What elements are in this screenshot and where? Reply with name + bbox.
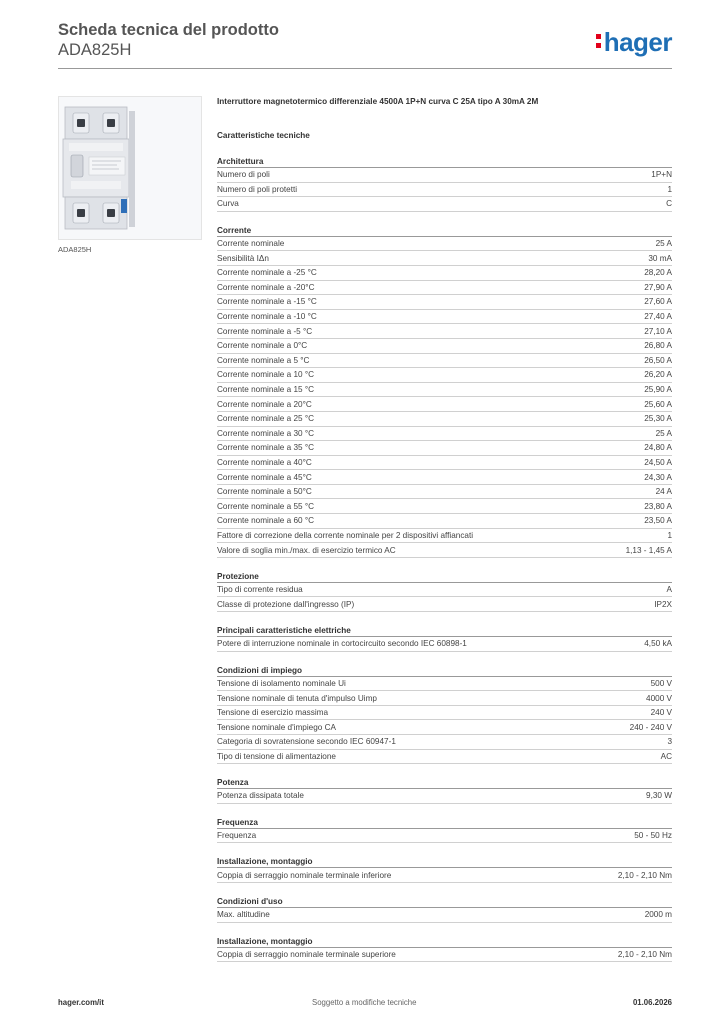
table-row — [217, 948, 672, 963]
row-label: Tipo di tensione di alimentazione — [217, 751, 336, 761]
row-label: Categoria di sovratensione secondo IEC 60947-1 — [217, 737, 396, 747]
product-image — [58, 96, 202, 240]
row-label: Coppia di serraggio nominale terminale superiore — [217, 949, 396, 959]
row-value: 4000 V — [646, 693, 672, 703]
row-value: 50 - 50 Hz — [634, 831, 672, 841]
row-label: Corrente nominale a 5 °C — [217, 355, 310, 365]
row-label: Fattore di correzione della corrente nominale per 2 dispositivi affiancati — [217, 530, 474, 540]
hager-logo — [596, 27, 672, 57]
section-title: Corrente — [217, 226, 672, 237]
table-row — [217, 237, 672, 252]
section-title: Condizioni d'uso — [217, 897, 672, 908]
table-row — [217, 295, 672, 310]
row-value: AC — [660, 751, 672, 761]
row-value: 27,60 A — [644, 297, 672, 307]
table-row — [217, 183, 672, 198]
row-value: 25,60 A — [644, 399, 672, 409]
table-row — [217, 197, 672, 212]
row-value: 26,80 A — [644, 341, 672, 351]
row-label: Tensione nominale d'impiego CA — [217, 722, 336, 732]
section-title: Installazione, montaggio — [217, 937, 672, 948]
footer-website-link[interactable]: hager.com/it — [58, 998, 104, 1007]
row-label: Classe di protezione dall'ingresso (IP) — [217, 599, 355, 609]
section-installazione-inferiore — [217, 857, 672, 883]
row-value: 30 mA — [648, 253, 672, 263]
table-row — [217, 251, 672, 266]
footer-note: Soggetto a modifiche tecniche — [312, 998, 417, 1007]
table-row — [217, 597, 672, 612]
row-value: 27,40 A — [644, 312, 672, 322]
row-value: C — [666, 199, 672, 209]
row-label: Corrente nominale a -5 °C — [217, 326, 313, 336]
table-row — [217, 499, 672, 514]
table-row — [217, 789, 672, 804]
table-row — [217, 691, 672, 706]
row-label: Frequenza — [217, 831, 257, 841]
table-row — [217, 868, 672, 883]
row-label: Potere di interruzione nominale in cortocircuito secondo IEC 60898-1 — [217, 639, 467, 649]
table-row — [217, 456, 672, 471]
row-label: Tensione nominale di tenuta d'impulso Uimp — [217, 693, 377, 703]
table-row — [217, 427, 672, 442]
section-protezione — [217, 572, 672, 612]
row-value: 27,10 A — [644, 326, 672, 336]
product-description: Interruttore magnetotermico differenziale 4500A 1P+N curva C 25A tipo A 30mA 2M — [217, 97, 539, 106]
row-value: 1,13 - 1,45 A — [625, 545, 672, 555]
row-value: 1 — [667, 530, 672, 540]
row-value: 25,90 A — [644, 385, 672, 395]
row-label: Corrente nominale a 35 °C — [217, 443, 315, 453]
table-row — [217, 529, 672, 544]
table-row — [217, 908, 672, 923]
row-value: 1 — [667, 184, 672, 194]
row-label: Curva — [217, 199, 239, 209]
section-frequenza — [217, 818, 672, 844]
table-row — [217, 383, 672, 398]
row-label: Corrente nominale — [217, 239, 285, 249]
table-row — [217, 543, 672, 558]
product-code: ADA825H — [58, 41, 132, 59]
row-value: 27,90 A — [644, 282, 672, 292]
section-title: Protezione — [217, 572, 672, 583]
row-value: 23,80 A — [644, 501, 672, 511]
row-label: Numero di poli — [217, 170, 270, 180]
row-label: Max. altitudine — [217, 910, 270, 920]
row-label: Corrente nominale a 15 °C — [217, 385, 315, 395]
section-title: Installazione, montaggio — [217, 857, 672, 868]
section-title: Principali caratteristiche elettriche — [217, 626, 672, 637]
section-architettura — [217, 157, 672, 212]
page-title: Scheda tecnica del prodotto — [58, 21, 279, 39]
row-label: Corrente nominale a 60 °C — [217, 516, 315, 526]
section-installazione-superiore — [217, 937, 672, 963]
row-value: IP2X — [654, 599, 672, 609]
row-label: Corrente nominale a 30 °C — [217, 428, 315, 438]
row-value: 25 A — [655, 239, 672, 249]
row-value: 23,50 A — [644, 516, 672, 526]
table-row — [217, 310, 672, 325]
table-row — [217, 735, 672, 750]
row-label: Corrente nominale a -25 °C — [217, 268, 317, 278]
row-value: 24 A — [655, 487, 672, 497]
table-row — [217, 397, 672, 412]
row-label: Corrente nominale a 45°C — [217, 472, 312, 482]
row-label: Numero di poli protetti — [217, 184, 298, 194]
row-value: 24,50 A — [644, 457, 672, 467]
section-title: Frequenza — [217, 818, 672, 829]
table-row — [217, 470, 672, 485]
row-value: 4,50 kA — [644, 639, 672, 649]
breaker-image — [59, 97, 201, 239]
table-row — [217, 324, 672, 339]
table-row — [217, 441, 672, 456]
row-value: 2,10 - 2,10 Nm — [617, 870, 672, 880]
row-value: 24,30 A — [644, 472, 672, 482]
row-value: 26,20 A — [644, 370, 672, 380]
table-row — [217, 750, 672, 765]
row-label: Tensione di esercizio massima — [217, 708, 329, 718]
table-row — [217, 637, 672, 652]
section-title: Architettura — [217, 157, 672, 168]
row-value: 3 — [667, 737, 672, 747]
row-value: 2000 m — [644, 910, 672, 920]
row-label: Coppia di serraggio nominale terminale inferiore — [217, 870, 392, 880]
section-potenza — [217, 778, 672, 804]
row-value: 500 V — [650, 678, 672, 688]
section-title: Potenza — [217, 778, 672, 789]
logo-text: hager — [603, 27, 672, 57]
row-label: Tipo di corrente residua — [217, 585, 303, 595]
table-row — [217, 339, 672, 354]
row-label: Potenza dissipata totale — [217, 791, 304, 801]
row-value: 1P+N — [651, 170, 672, 180]
footer-date: 01.06.2026 — [632, 998, 672, 1007]
row-label: Corrente nominale a 40°C — [217, 457, 312, 467]
table-row — [217, 266, 672, 281]
row-label: Corrente nominale a -20°C — [217, 282, 315, 292]
product-image-caption: ADA825H — [58, 245, 92, 254]
table-row — [217, 706, 672, 721]
table-row — [217, 720, 672, 735]
table-row — [217, 485, 672, 500]
row-value: 2,10 - 2,10 Nm — [617, 949, 672, 959]
row-label: Corrente nominale a 20°C — [217, 399, 312, 409]
table-row — [217, 281, 672, 296]
table-row — [217, 368, 672, 383]
row-label: Sensibilità IΔn — [217, 253, 269, 263]
page-header — [58, 20, 672, 72]
table-row — [217, 514, 672, 529]
header-divider — [58, 68, 672, 69]
section-caratteristiche-elettriche — [217, 626, 672, 652]
row-label: Corrente nominale a 50°C — [217, 487, 312, 497]
row-label: Corrente nominale a 10 °C — [217, 370, 315, 380]
logo-dots-icon — [596, 32, 602, 50]
spec-heading: Caratteristiche tecniche — [217, 131, 310, 140]
row-label: Corrente nominale a 25 °C — [217, 414, 315, 424]
row-label: Corrente nominale a -10 °C — [217, 312, 317, 322]
table-row — [217, 412, 672, 427]
section-title: Condizioni di impiego — [217, 666, 672, 677]
row-label: Corrente nominale a -15 °C — [217, 297, 317, 307]
row-label: Corrente nominale a 55 °C — [217, 501, 315, 511]
table-row — [217, 168, 672, 183]
section-condizioni-uso — [217, 897, 672, 923]
table-row — [217, 583, 672, 598]
table-row — [217, 677, 672, 692]
row-value: 28,20 A — [644, 268, 672, 278]
row-value: 240 - 240 V — [629, 722, 672, 732]
row-value: 26,50 A — [644, 355, 672, 365]
row-value: A — [666, 585, 672, 595]
section-condizioni-impiego — [217, 666, 672, 765]
row-value: 240 V — [650, 708, 672, 718]
row-label: Tensione di isolamento nominale Ui — [217, 678, 346, 688]
table-row — [217, 354, 672, 369]
table-row — [217, 829, 672, 844]
row-label: Valore di soglia min./max. di esercizio termico AC — [217, 545, 396, 555]
row-value: 24,80 A — [644, 443, 672, 453]
row-value: 9,30 W — [646, 791, 672, 801]
section-corrente — [217, 226, 672, 558]
row-value: 25 A — [655, 428, 672, 438]
row-value: 25,30 A — [644, 414, 672, 424]
spec-content — [217, 96, 672, 962]
row-label: Corrente nominale a 0°C — [217, 341, 308, 351]
